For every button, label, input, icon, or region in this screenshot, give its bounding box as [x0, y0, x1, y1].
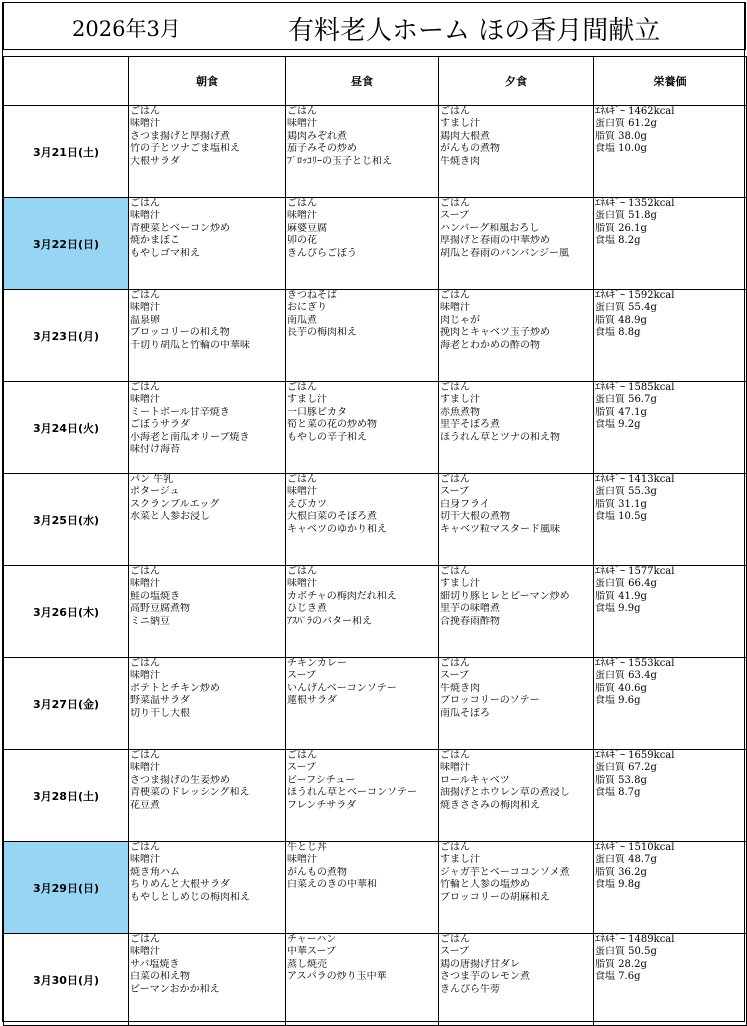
dinner-item: スープ — [440, 210, 469, 222]
lunch-item: 大根白菜のそぼろ煮 — [287, 511, 377, 523]
dinner-item: さつま芋のレモン煮 — [440, 971, 530, 983]
date-cell: 3月28日(土) — [4, 750, 129, 842]
breakfast-item: パン 牛乳 — [130, 474, 174, 485]
nutrition-item: 脂質 36.2g — [595, 866, 647, 878]
header-date-corner — [4, 57, 129, 106]
breakfast-cell — [129, 290, 286, 382]
breakfast-item: 味噌汁 — [130, 854, 160, 866]
lunch-item: 鶏肉みぞれ煮 — [287, 130, 347, 142]
day-row — [4, 842, 747, 934]
dinner-cell — [439, 106, 594, 198]
breakfast-item: 味噌汁 — [130, 210, 160, 222]
dinner-item: すまし汁 — [440, 854, 480, 866]
nutrition-item: ｴﾈﾙｷﾞｰ 1553kcal — [595, 658, 675, 669]
nutrition-item: 蛋白質 63.4g — [595, 670, 657, 682]
dinner-item: 牛焼き肉 — [440, 682, 480, 694]
lunch-item: 中華スープ — [287, 946, 336, 958]
lunch-item: 白菜えのきの中華和 — [287, 879, 377, 891]
lunch-item: ごはん — [287, 474, 317, 485]
lunch-cell — [286, 198, 439, 290]
nutrition-item: 脂質 31.1g — [595, 498, 647, 510]
nutrition-item: 脂質 26.1g — [595, 222, 647, 234]
lunch-item: 味噌汁 — [287, 118, 317, 130]
date-cell: 3月22日(日) — [4, 198, 129, 290]
lunch-item: チャーハン — [287, 934, 337, 945]
dinner-item: がんもの煮物 — [440, 143, 500, 155]
lunch-cell — [286, 750, 439, 842]
dinner-cell — [439, 474, 594, 566]
day-row — [4, 474, 747, 566]
lunch-item: 麻婆豆腐 — [287, 222, 327, 234]
menu-month: 2026年3月 — [72, 17, 181, 41]
dinner-cell — [439, 290, 594, 382]
nutrition-item: 食塩 7.6g — [595, 971, 641, 983]
dinner-item: ごはん — [440, 198, 470, 209]
dinner-item: 合挽春雨酢物 — [440, 615, 500, 627]
lunch-item: すまし汁 — [287, 394, 327, 406]
lunch-item: きんぴらごぼう — [287, 247, 357, 259]
dinner-item: 里芋の味噌煮 — [440, 603, 500, 615]
breakfast-cell — [129, 474, 286, 566]
breakfast-item: 切り干し大根 — [130, 707, 190, 719]
dinner-item: すまし汁 — [440, 394, 480, 406]
lunch-cell — [286, 382, 439, 474]
nutrition-cell — [594, 934, 747, 1026]
lunch-item: 長芋の梅肉和え — [287, 327, 357, 339]
nutrition-item: 食塩 9.8g — [595, 879, 641, 891]
breakfast-item: 大根サラダ — [130, 155, 180, 167]
title-bar — [3, 2, 746, 50]
nutrition-item: ｴﾈﾙｷﾞｰ 1592kcal — [595, 290, 675, 301]
dinner-item: 白身フライ — [440, 498, 490, 510]
breakfast-item: ポテトとチキン炒め — [130, 682, 220, 694]
menu-table — [3, 56, 747, 1026]
lunch-item: もやしの辛子和え — [287, 431, 367, 443]
nutrition-item: ｴﾈﾙｷﾞｰ 1489kcal — [595, 934, 675, 945]
dinner-item: 切干大根の煮物 — [440, 511, 510, 523]
date-cell: 3月21日(土) — [4, 106, 129, 198]
breakfast-item: 味噌汁 — [130, 302, 160, 314]
nutrition-item: 蛋白質 48.7g — [595, 854, 657, 866]
nutrition-item: 脂質 47.1g — [595, 406, 647, 418]
dinner-item: スープ — [440, 486, 469, 498]
lunch-item: 味噌汁 — [287, 210, 317, 222]
lunch-item: スープ — [287, 762, 316, 774]
dinner-item: 牛焼き肉 — [440, 155, 480, 167]
dinner-item: 赤魚煮物 — [440, 406, 480, 418]
lunch-item: ごはん — [287, 750, 317, 761]
lunch-item: がんもの煮物 — [287, 866, 347, 878]
lunch-item: 卯の花 — [287, 235, 317, 247]
nutrition-cell — [594, 382, 747, 474]
breakfast-item: 温泉卵 — [130, 314, 160, 326]
date-cell: 3月29日(日) — [4, 842, 129, 934]
breakfast-item: スクランブルエッグ — [130, 498, 220, 510]
lunch-item: チキンカレー — [287, 658, 347, 669]
dinner-item: ごはん — [440, 106, 470, 117]
lunch-item: フレンチサラダ — [287, 799, 357, 811]
nutrition-cell — [594, 658, 747, 750]
breakfast-item: 味噌汁 — [130, 118, 160, 130]
nutrition-cell — [594, 106, 747, 198]
lunch-item: ビーフシチュー — [287, 774, 356, 786]
dinner-item: 里芋そぼろ煮 — [440, 419, 500, 431]
breakfast-item: ごはん — [130, 658, 160, 669]
lunch-item: ごはん — [287, 198, 317, 209]
nutrition-item: 蛋白質 61.2g — [595, 118, 657, 130]
lunch-item: ほうれん草とベーコンソテー — [287, 787, 417, 799]
lunch-cell — [286, 474, 439, 566]
breakfast-item: 味噌汁 — [130, 762, 160, 774]
dinner-item: 焼きささみの梅肉和え — [440, 799, 540, 811]
nutrition-item: 食塩 10.5g — [595, 511, 647, 523]
dinner-cell — [439, 566, 594, 658]
dinner-item: ごはん — [440, 474, 470, 485]
breakfast-item: 焼き角ハム — [130, 866, 180, 878]
breakfast-cell — [129, 750, 286, 842]
nutrition-item: 食塩 8.8g — [595, 327, 641, 339]
nutrition-item: 蛋白質 50.5g — [595, 946, 657, 958]
nutrition-cell — [594, 198, 747, 290]
dinner-item: 油揚げとホウレン草の煮浸し — [440, 787, 570, 799]
lunch-item: ｱｽﾊﾟﾗのバター和え — [287, 615, 372, 627]
breakfast-cell — [129, 566, 286, 658]
lunch-item: おにぎり — [287, 302, 327, 314]
nutrition-item: 脂質 40.6g — [595, 682, 647, 694]
nutrition-item: ｴﾈﾙｷﾞｰ 1577kcal — [595, 566, 675, 577]
breakfast-item: 野菜温サラダ — [130, 695, 190, 707]
lunch-item: 蒸し焼売 — [287, 958, 327, 970]
header-lunch: 昼食 — [286, 57, 439, 106]
dinner-item: ロールキャベツ — [440, 774, 510, 786]
breakfast-item: 焼かまぼこ — [130, 235, 180, 247]
day-row — [4, 658, 747, 750]
dinner-item: ごはん — [440, 566, 470, 577]
day-row — [4, 750, 747, 842]
nutrition-item: 蛋白質 51.8g — [595, 210, 657, 222]
day-row — [4, 382, 747, 474]
lunch-item: アスパラの炒り玉中華 — [287, 971, 387, 983]
dinner-item: 竹輪と人参の塩炒め — [440, 879, 530, 891]
nutrition-item: 蛋白質 56.7g — [595, 394, 657, 406]
breakfast-item: サバ塩焼き — [130, 958, 180, 970]
dinner-item: スープ — [440, 946, 469, 958]
breakfast-item: もやしとしめじの梅肉和え — [130, 891, 250, 903]
header-nutrition: 栄養価 — [594, 57, 747, 106]
dinner-item: ごはん — [440, 934, 470, 945]
nutrition-item: 蛋白質 67.2g — [595, 762, 657, 774]
dinner-item: ごはん — [440, 658, 470, 669]
nutrition-item: 食塩 8.2g — [595, 235, 641, 247]
breakfast-item: ポタージュ — [130, 486, 180, 498]
lunch-item: ﾌﾞﾛｯｺﾘｰの玉子とじ和え — [287, 155, 392, 167]
day-row — [4, 198, 747, 290]
nutrition-item: 蛋白質 55.4g — [595, 302, 657, 314]
lunch-item: 南瓜煮 — [287, 314, 317, 326]
dinner-item: 鶏の唐揚げ甘ダレ — [440, 958, 520, 970]
day-row — [4, 106, 747, 198]
breakfast-item: 白菜の和え物 — [130, 971, 190, 983]
nutrition-item: ｴﾈﾙｷﾞｰ 1585kcal — [595, 382, 675, 393]
dinner-item: ごはん — [440, 750, 470, 761]
breakfast-item: ミニ納豆 — [130, 615, 170, 627]
nutrition-item: ｴﾈﾙｷﾞｰ 1510kcal — [595, 842, 675, 853]
breakfast-cell — [129, 106, 286, 198]
breakfast-item: もやしゴマ和え — [130, 247, 200, 259]
breakfast-item: ちりめんと大根サラダ — [130, 879, 230, 891]
date-cell: 3月23日(月) — [4, 290, 129, 382]
lunch-cell — [286, 106, 439, 198]
breakfast-item: 小海老と南瓜オリーブ焼き — [130, 431, 250, 443]
nutrition-item: 脂質 41.9g — [595, 590, 647, 602]
nutrition-cell — [594, 566, 747, 658]
lunch-item: キャベツのゆかり和え — [287, 523, 387, 535]
lunch-cell — [286, 290, 439, 382]
date-cell: 3月27日(金) — [4, 658, 129, 750]
page-title: 有料老人ホーム ほの香月間献立 — [288, 16, 661, 46]
dinner-item: ジャガ芋とベーココンソメ煮 — [440, 866, 570, 878]
breakfast-item: ピーマンおかか和え — [130, 983, 220, 995]
dinner-item: 細切り豚ヒレとピーマン炒め — [440, 590, 570, 602]
breakfast-item: 味噌汁 — [130, 394, 160, 406]
lunch-cell — [286, 842, 439, 934]
dinner-item: ごはん — [440, 382, 470, 393]
nutrition-item: 食塩 9.2g — [595, 419, 641, 431]
lunch-item: 筍と菜の花の炒め物 — [287, 419, 377, 431]
dinner-item: ハンバーグ和風おろし — [440, 222, 540, 234]
lunch-cell — [286, 566, 439, 658]
nutrition-item: 蛋白質 55.3g — [595, 486, 657, 498]
breakfast-cell — [129, 658, 286, 750]
breakfast-item: 竹の子とツナごま塩和え — [130, 143, 240, 155]
lunch-item: スープ — [287, 670, 316, 682]
dinner-item: 厚揚げと春雨の中華炒め — [440, 235, 550, 247]
breakfast-item: ごはん — [130, 106, 160, 117]
breakfast-item: ごはん — [130, 198, 160, 209]
nutrition-cell — [594, 290, 747, 382]
date-cell: 3月30日(月) — [4, 934, 129, 1026]
dinner-item: スープ — [440, 670, 469, 682]
dinner-cell — [439, 382, 594, 474]
lunch-cell — [286, 658, 439, 750]
dinner-item: 南瓜そぼろ — [440, 707, 490, 719]
menu-body — [4, 106, 747, 1026]
breakfast-item: ごはん — [130, 842, 160, 853]
breakfast-item: ごぼうサラダ — [130, 419, 190, 431]
dinner-item: 海老とわかめの酢の物 — [440, 339, 540, 351]
dinner-item: ブロッコリーのソテー — [440, 695, 540, 707]
header-breakfast: 朝食 — [129, 57, 286, 106]
nutrition-cell — [594, 750, 747, 842]
dinner-item: 鶏肉大根煮 — [440, 130, 490, 142]
dinner-item: すまし汁 — [440, 118, 480, 130]
lunch-item: 味噌汁 — [287, 578, 317, 590]
breakfast-item: ブロッコリーの和え物 — [130, 327, 230, 339]
nutrition-item: ｴﾈﾙｷﾞｰ 1352kcal — [595, 198, 675, 209]
breakfast-item: 水菜と人参お浸し — [130, 511, 210, 523]
lunch-item: ごはん — [287, 566, 317, 577]
dinner-item: ごはん — [440, 842, 470, 853]
lunch-item: いんげんベーコンソテー — [287, 682, 397, 694]
nutrition-item: 食塩 9.6g — [595, 695, 641, 707]
nutrition-item: 脂質 48.9g — [595, 314, 647, 326]
dinner-cell — [439, 198, 594, 290]
breakfast-item: 味噌汁 — [130, 578, 160, 590]
nutrition-item: 食塩 8.7g — [595, 787, 641, 799]
breakfast-cell — [129, 842, 286, 934]
dinner-item: 肉じゃが — [440, 314, 480, 326]
breakfast-item: 味付け海苔 — [130, 444, 180, 456]
breakfast-item: 味噌汁 — [130, 670, 160, 682]
date-cell: 3月24日(火) — [4, 382, 129, 474]
dinner-item: 挽肉とキャベツ玉子炒め — [440, 327, 550, 339]
header-row — [4, 57, 747, 106]
lunch-item: 味噌汁 — [287, 854, 317, 866]
lunch-item: カボチャの梅肉だれ和え — [287, 590, 397, 602]
header-dinner: 夕食 — [439, 57, 594, 106]
nutrition-item: ｴﾈﾙｷﾞｰ 1462kcal — [595, 106, 675, 117]
breakfast-item: ごはん — [130, 934, 160, 945]
dinner-cell — [439, 750, 594, 842]
dinner-cell — [439, 658, 594, 750]
breakfast-item: ミートボール甘辛焼き — [130, 406, 230, 418]
date-cell: 3月25日(水) — [4, 474, 129, 566]
breakfast-cell — [129, 198, 286, 290]
breakfast-cell — [129, 382, 286, 474]
lunch-item: 味噌汁 — [287, 486, 317, 498]
day-row — [4, 566, 747, 658]
breakfast-item: 味噌汁 — [130, 946, 160, 958]
dinner-item: 味噌汁 — [440, 762, 470, 774]
breakfast-item: ごはん — [130, 290, 160, 301]
lunch-item: えびカツ — [287, 498, 327, 510]
breakfast-item: さつま揚げの生姜炒め — [130, 774, 230, 786]
breakfast-item: 青梗菜とベーコン炒め — [130, 222, 230, 234]
breakfast-item: 千切り胡瓜と竹輪の中華味 — [130, 339, 250, 351]
day-row — [4, 290, 747, 382]
dinner-cell — [439, 842, 594, 934]
lunch-item: ひじき煮 — [287, 603, 327, 615]
breakfast-item: さつま揚げと厚揚げ煮 — [130, 130, 230, 142]
dinner-item: ごはん — [440, 290, 470, 301]
breakfast-item: ごはん — [130, 750, 160, 761]
menu-sheet — [2, 2, 745, 1022]
breakfast-item: ごはん — [130, 566, 160, 577]
dinner-item: ほうれん草とツナの和え物 — [440, 431, 560, 443]
nutrition-cell — [594, 474, 747, 566]
lunch-item: ごはん — [287, 382, 317, 393]
nutrition-item: 脂質 38.0g — [595, 130, 647, 142]
dinner-item: すまし汁 — [440, 578, 480, 590]
breakfast-item: 高野豆腐煮物 — [130, 603, 190, 615]
date-cell: 3月26日(木) — [4, 566, 129, 658]
dinner-item: キャベツ粒マスタード風味 — [440, 523, 560, 535]
lunch-item: 牛とじ丼 — [287, 842, 327, 853]
breakfast-item: ごはん — [130, 382, 160, 393]
dinner-cell — [439, 934, 594, 1026]
breakfast-cell — [129, 934, 286, 1026]
day-row — [4, 934, 747, 1026]
breakfast-item: 青梗菜のドレッシング和え — [130, 787, 250, 799]
dinner-item: ブロッコリーの胡麻和え — [440, 891, 550, 903]
nutrition-cell — [594, 842, 747, 934]
dinner-item: 胡瓜と春雨のバンバンジー風 — [440, 247, 570, 259]
nutrition-item: 食塩 9.9g — [595, 603, 641, 615]
nutrition-item: 食塩 10.0g — [595, 143, 647, 155]
breakfast-item: 花豆煮 — [130, 799, 160, 811]
lunch-item: 茄子みその炒め — [287, 143, 357, 155]
lunch-item: 一口豚ピカタ — [287, 406, 347, 418]
nutrition-item: 脂質 53.8g — [595, 774, 647, 786]
nutrition-item: ｴﾈﾙｷﾞｰ 1413kcal — [595, 474, 675, 485]
dinner-item: 味噌汁 — [440, 302, 470, 314]
nutrition-item: ｴﾈﾙｷﾞｰ 1659kcal — [595, 750, 675, 761]
breakfast-item: 鮭の塩焼き — [130, 590, 180, 602]
lunch-item: 蓮根サラダ — [287, 695, 337, 707]
nutrition-item: 脂質 28.2g — [595, 958, 647, 970]
lunch-item: きつねそば — [287, 290, 337, 301]
lunch-item: ごはん — [287, 106, 317, 117]
dinner-item: きんぴら牛蒡 — [440, 983, 500, 995]
lunch-cell — [286, 934, 439, 1026]
nutrition-item: 蛋白質 66.4g — [595, 578, 657, 590]
